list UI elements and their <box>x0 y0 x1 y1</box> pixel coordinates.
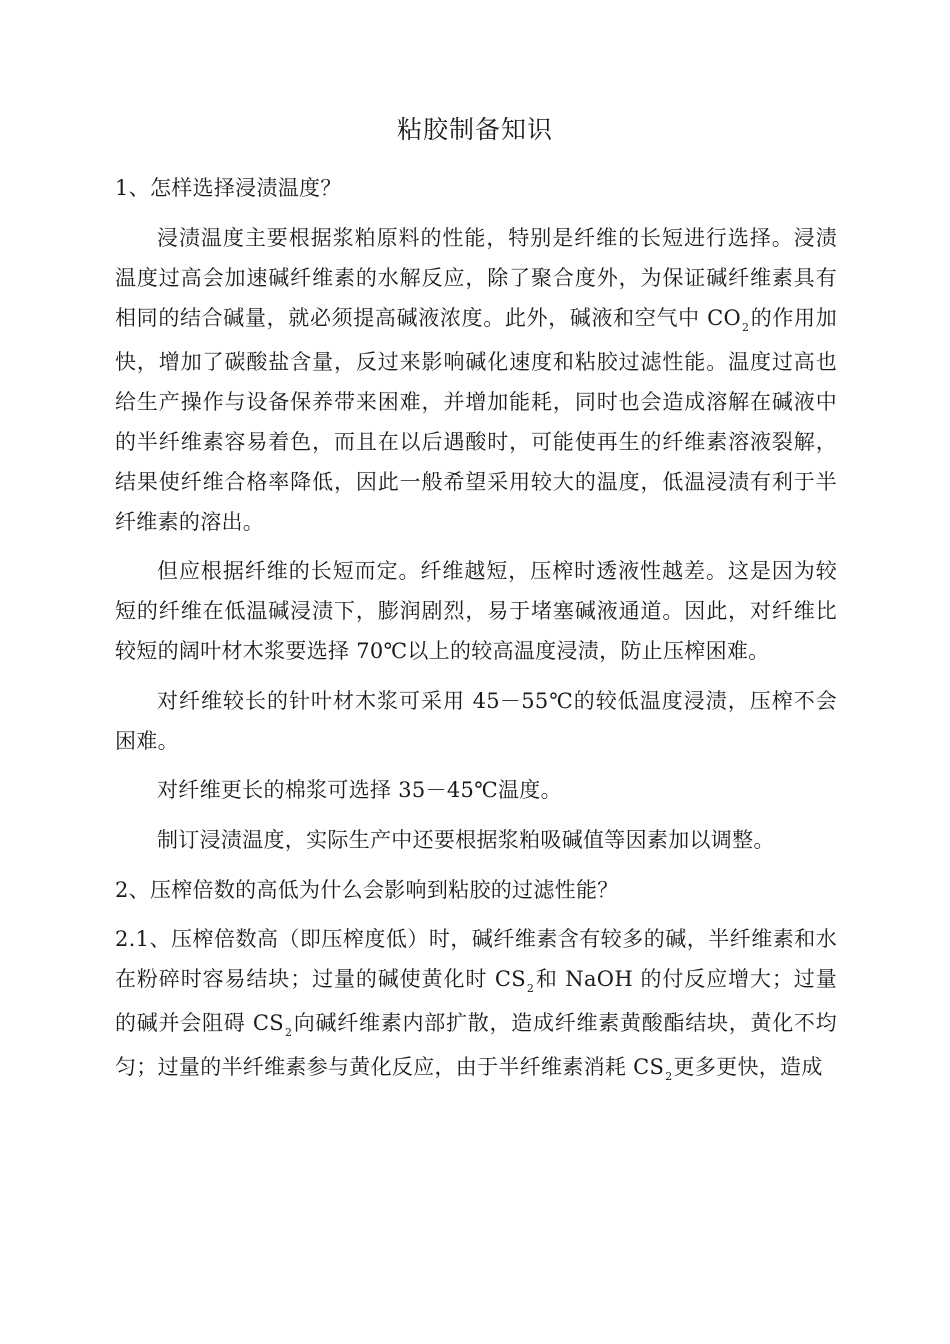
section-1-paragraph-4: 对纤维更长的棉浆可选择 35－45℃温度。 <box>157 778 562 803</box>
section-1-paragraph-3: 对纤维较长的针叶材木浆可采用 45－55℃的较低温度浸渍，压榨不会困难。 <box>115 688 837 753</box>
paragraph-text: 浸渍温度主要根据浆粕原料的性能，特别是纤维的长短进行选择。浸渍温度过高会加速碱纤维素的水解反应，除了聚合度外，为保证碱纤维素具有相同的结合碱量，就必须提高碱液浓度。此外，碱液和空气中 CO <box>115 225 837 330</box>
section-2-paragraph-1 <box>115 919 837 1091</box>
document-body <box>115 168 837 1101</box>
paragraph-text: 更多更快，造成 <box>673 1055 823 1080</box>
section-1-paragraph-2: 但应根据纤维的长短而定。纤维越短，压榨时透液性越差。这是因为较短的纤维在低温碱浸渍下，膨润剧烈，易于堵塞碱液通道。因此，对纤维比较短的阔叶材木浆要选择 70℃以上的较高温度浸渍，防止压榨困难。 <box>115 559 837 664</box>
section-1-paragraph-5: 制订浸渍温度，实际生产中还要根据浆粕吸碱值等因素加以调整。 <box>157 827 775 852</box>
subscript-2: 2 <box>742 320 750 334</box>
subscript-2: 2 <box>526 982 535 996</box>
subscript-2: 2 <box>284 1026 293 1040</box>
subscript-2: 2 <box>665 1070 673 1084</box>
section-1-heading: 1、怎样选择浸渍温度？ <box>115 176 342 200</box>
paragraph-text: 和 NaOH 的付反应增大；过量的碱并会阻碍 CS <box>115 967 837 1036</box>
section-2-heading: 2、压榨倍数的高低为什么会影响到粘胶的过滤性能？ <box>115 877 619 902</box>
document-title: 粘胶制备知识 <box>396 115 553 144</box>
paragraph-text: 2.1、压榨倍数高（即压榨度低）时，碱纤维素含有较多的碱，半纤维素和水在粉碎时容易结块；过量的碱使黄化时 CS <box>115 927 837 992</box>
section-1-paragraph-1 <box>115 218 837 542</box>
paragraph-text: 的作用加快，增加了碳酸盐含量，反过来影响碱化速度和粘胶过滤性能。温度过高也给生产操作与设备保养带来困难，并增加能耗，同时也会造成溶解在碱液中的半纤维素容易着色，而且在以后遇酸时，可能使再生的纤维素溶液裂解，结果使纤维合格率降低，因此一般希望采用较大的温度，低温浸渍有利于半纤维素的溶出。 <box>115 305 837 534</box>
paragraph-text: 向碱纤维素内部扩散，造成纤维素黄酸酯结块，黄化不均匀；过量的半纤维素参与黄化反应，由于半纤维素消耗 CS <box>115 1011 837 1080</box>
